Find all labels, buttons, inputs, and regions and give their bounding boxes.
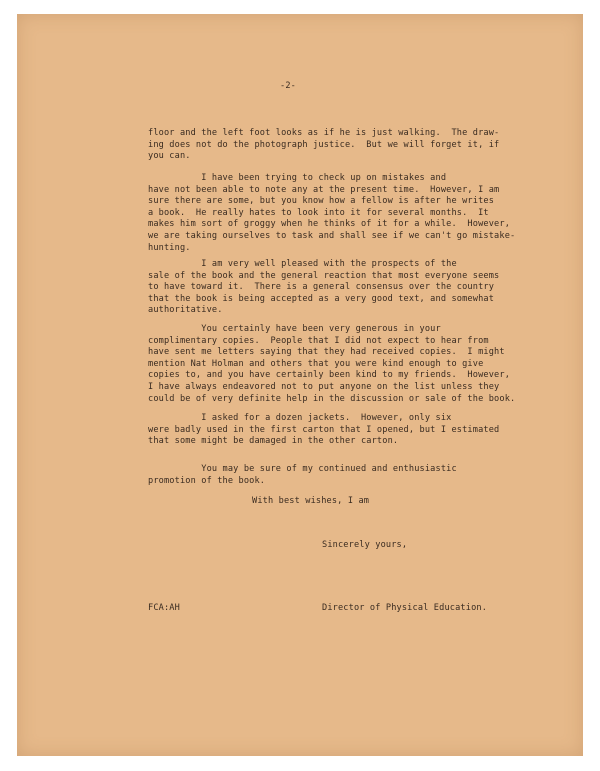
reference-initials: FCA:AH — [148, 603, 180, 613]
text-line: to have toward it. There is a general consensus over the country — [148, 282, 495, 293]
text-line: authoritative. — [148, 305, 223, 316]
paragraph-3 — [148, 259, 499, 317]
text-line: you can. — [148, 151, 191, 162]
text-line: we are taking ourselves to task and shall see if we can't go mistake- — [148, 230, 516, 241]
text-line: floor and the left foot looks as if he is just walking. The draw- — [148, 128, 500, 138]
closing-line: With best wishes, I am — [252, 496, 370, 506]
paragraph-4 — [148, 324, 515, 405]
text-line: that the book is being accepted as a very good text, and somewhat — [148, 293, 495, 304]
text-line: I have always endeavored not to put anyone on the list unless they — [148, 381, 500, 392]
text-line: have sent me letters saying that they had received copies. I might — [148, 347, 505, 358]
text-line: I asked for a dozen jackets. However, only six — [148, 413, 452, 423]
text-line: a book. He really hates to look into it for several months. It — [148, 207, 489, 218]
text-line: complimentary copies. People that I did not expect to hear from — [148, 335, 489, 346]
text-line: hunting. — [148, 242, 191, 253]
text-line: that some might be damaged in the other carton. — [148, 436, 399, 447]
text-line: sure there are some, but you know how a fellow is after he writes — [148, 196, 495, 207]
text-line: I am very well pleased with the prospects of the — [148, 259, 457, 269]
text-line: promotion of the book. — [148, 475, 266, 486]
text-line: I have been trying to check up on mistakes and — [148, 173, 447, 183]
text-line: You may be sure of my continued and enthusiastic — [148, 464, 457, 474]
paragraph-2 — [148, 173, 515, 254]
text-line: mention Nat Holman and others that you were kind enough to give — [148, 358, 484, 369]
signature-title: Director of Physical Education. — [322, 603, 488, 613]
text-line: sale of the book and the general reaction that most everyone seems — [148, 270, 500, 281]
text-line: makes him sort of groggy when he thinks of it for a while. However, — [148, 219, 511, 230]
signoff: Sincerely yours, — [322, 540, 408, 550]
text-line: were badly used in the first carton that I opened, but I estimated — [148, 424, 500, 435]
page-number: -2- — [280, 81, 296, 91]
paragraph-5 — [148, 413, 499, 448]
text-line: could be of very definite help in the discussion or sale of the book. — [148, 393, 516, 404]
paragraph-1 — [148, 128, 499, 163]
text-line: copies to, and you have certainly been kind to my friends. However, — [148, 370, 511, 381]
text-line: ing does not do the photograph justice. But we will forget it, if — [148, 139, 500, 150]
text-line: You certainly have been very generous in your — [148, 324, 441, 334]
paragraph-6 — [148, 464, 457, 487]
text-line: have not been able to note any at the present time. However, I am — [148, 184, 500, 195]
